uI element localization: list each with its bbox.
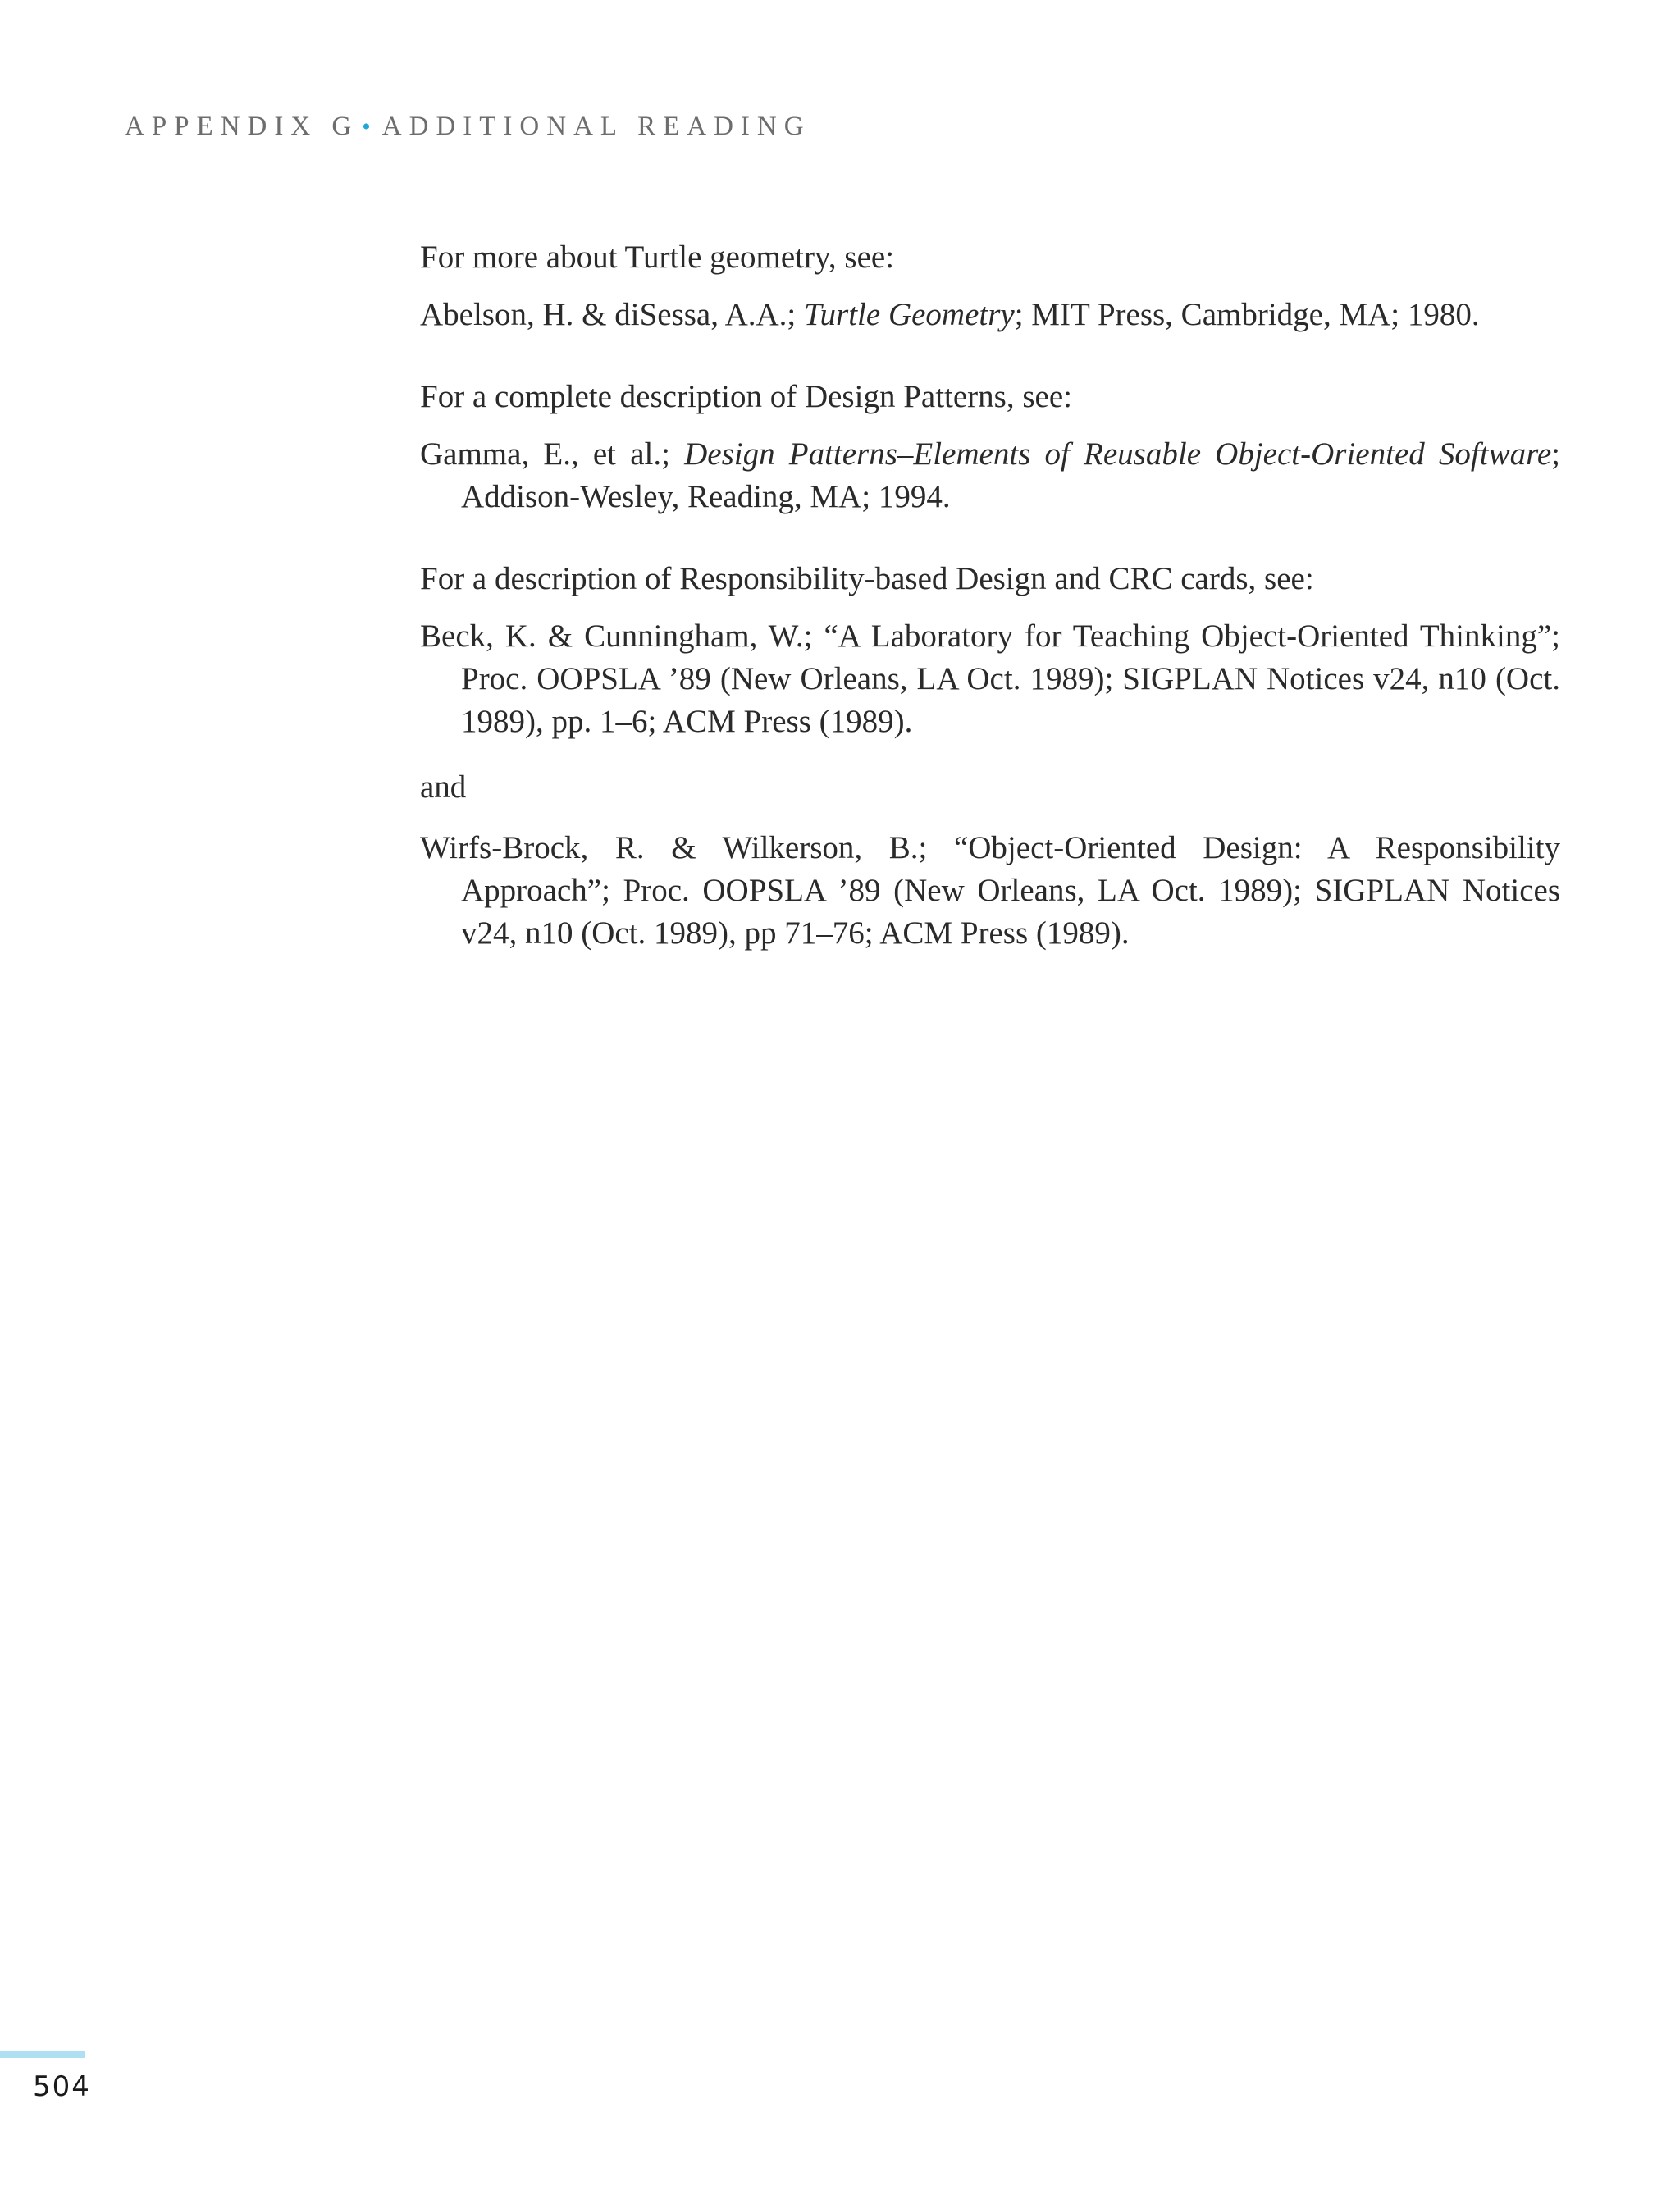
folio-bar bbox=[0, 2051, 85, 2058]
reference-beck: Beck, K. & Cunningham, W.; “A Laboratory for Teaching Object-Oriented Thinking”; Proc. OOPSLA ’89 (New Orleans, LA Oct. 1989); SIGPLAN Notices v24, n10 (Oct. 1989), pp. 1–6; ACM Press (1989). bbox=[420, 618, 1560, 739]
page-body bbox=[420, 236, 1560, 994]
reference-wirfs-brock: Wirfs-Brock, R. & Wilkerson, B.; “Object-Oriented Design: A Responsibility Approach”; Proc. OOPSLA ’89 (New Orleans, LA Oct. 1989); SIGPLAN Notices v24, n10 (Oct. 1989), pp 71–76; ACM Press (1989). bbox=[420, 830, 1560, 951]
running-head bbox=[125, 112, 811, 142]
turtle-intro: For more about Turtle geometry, see: bbox=[420, 240, 895, 275]
reference-abelson-publisher: ; MIT Press, Cambridge, MA; 1980. bbox=[1014, 297, 1480, 332]
running-head-part1: APPENDIX G bbox=[125, 112, 359, 141]
patterns-intro: For a complete description of Design Patterns, see: bbox=[420, 379, 1072, 414]
reference-abelson-title: Turtle Geometry bbox=[804, 297, 1015, 332]
crc-intro: For a description of Responsibility-based Design and CRC cards, see: bbox=[420, 561, 1314, 596]
reference-gamma-authors: Gamma, E., et al.; bbox=[420, 436, 685, 472]
reference-gamma-title: Design Patterns–Elements of Reusable Object-Oriented Software bbox=[684, 436, 1552, 472]
reference-abelson bbox=[420, 294, 1560, 336]
reference-gamma bbox=[420, 433, 1560, 518]
bullet-separator-icon: • bbox=[362, 113, 371, 140]
conjunction-and: and bbox=[420, 769, 467, 805]
reference-gamma-publisher: ; Addison-Wesley, Reading, MA; 1994. bbox=[461, 436, 1560, 514]
running-head-part2: ADDITIONAL READING bbox=[381, 112, 811, 141]
reference-abelson-authors: Abelson, H. & diSessa, A.A.; bbox=[420, 297, 804, 332]
page-number: 504 bbox=[33, 2070, 91, 2103]
